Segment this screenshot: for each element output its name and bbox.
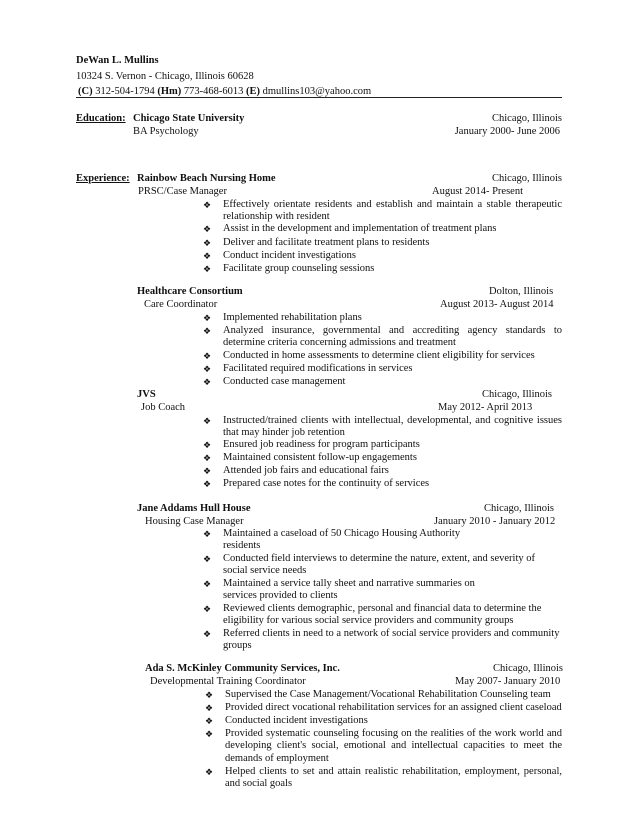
home-label: (Hm) bbox=[157, 86, 182, 97]
experience-label: Experience: bbox=[76, 173, 130, 184]
list-item: ❖ Conduct incident investigations bbox=[203, 250, 356, 261]
diamond-bullet-icon: ❖ bbox=[205, 690, 214, 700]
diamond-bullet-icon: ❖ bbox=[203, 604, 212, 614]
job-dates: August 2014- Present bbox=[432, 186, 523, 197]
job-dates: May 2012- April 2013 bbox=[438, 402, 533, 413]
job-location: Dolton, Illinois bbox=[489, 286, 554, 297]
diamond-bullet-icon: ❖ bbox=[203, 479, 212, 489]
header-divider bbox=[76, 97, 562, 98]
education-dates: January 2000- June 2006 bbox=[454, 126, 560, 137]
diamond-bullet-icon: ❖ bbox=[203, 416, 212, 426]
job-dates: August 2013- August 2014 bbox=[440, 299, 554, 310]
diamond-bullet-icon: ❖ bbox=[203, 629, 212, 639]
job-location: Chicago, Illinois bbox=[492, 173, 562, 184]
job-location: Chicago, Illinois bbox=[484, 503, 554, 514]
diamond-bullet-icon: ❖ bbox=[203, 529, 212, 539]
list-item: ❖ Conducted in home assessments to determine client eligibility for services bbox=[203, 350, 535, 361]
diamond-bullet-icon: ❖ bbox=[203, 364, 212, 374]
job-title: Job Coach bbox=[141, 402, 186, 413]
job-employer: Jane Addams Hull House bbox=[137, 503, 251, 514]
job-dates: May 2007- January 2010 bbox=[455, 676, 561, 687]
list-item: ❖ Ensured job readiness for program participants bbox=[203, 439, 420, 450]
diamond-bullet-icon: ❖ bbox=[203, 200, 212, 210]
applicant-name: DeWan L. Mullins bbox=[76, 55, 159, 66]
list-item: ❖ Supervised the Case Management/Vocational Rehabilitation Counseling team bbox=[205, 689, 551, 700]
list-item: ❖ Effectively orientate residents and establish and maintain a stable therapeutic relationship with resident bbox=[203, 199, 562, 223]
diamond-bullet-icon: ❖ bbox=[203, 264, 212, 274]
list-item: ❖ Conducted field interviews to determine the nature, extent, and severity of social service needs bbox=[203, 553, 535, 577]
job-title: PRSC/Case Manager bbox=[138, 186, 227, 197]
education-location: Chicago, Illinois bbox=[492, 113, 562, 124]
diamond-bullet-icon: ❖ bbox=[203, 579, 212, 589]
list-item: ❖ Facilitated required modifications in services bbox=[203, 363, 413, 374]
education-label: Education: bbox=[76, 113, 126, 124]
diamond-bullet-icon: ❖ bbox=[203, 224, 212, 234]
cell-phone: 312-504-1794 bbox=[95, 86, 155, 97]
diamond-bullet-icon: ❖ bbox=[205, 716, 214, 726]
job-employer: Rainbow Beach Nursing Home bbox=[137, 173, 276, 184]
diamond-bullet-icon: ❖ bbox=[203, 326, 212, 336]
diamond-bullet-icon: ❖ bbox=[203, 377, 212, 387]
list-item: ❖ Maintained a caseload of 50 Chicago Housing Authority residents bbox=[203, 528, 461, 552]
diamond-bullet-icon: ❖ bbox=[203, 440, 212, 450]
diamond-bullet-icon: ❖ bbox=[203, 351, 212, 361]
diamond-bullet-icon: ❖ bbox=[205, 703, 214, 713]
list-item: ❖ Conducted incident investigations bbox=[205, 715, 368, 726]
list-item: ❖ Facilitate group counseling sessions bbox=[203, 263, 375, 274]
list-item: ❖ Referred clients in need to a network of social service providers and community groups bbox=[203, 628, 560, 652]
job-employer: Ada S. McKinley Community Services, Inc. bbox=[145, 663, 340, 674]
diamond-bullet-icon: ❖ bbox=[203, 554, 212, 564]
list-item: ❖ Maintained a service tally sheet and narrative summaries on services provided to clients bbox=[203, 578, 475, 602]
job-location: Chicago, Illinois bbox=[493, 663, 563, 674]
diamond-bullet-icon: ❖ bbox=[205, 767, 214, 777]
education-degree: BA Psychology bbox=[133, 126, 199, 137]
list-item: ❖ Analyzed insurance, governmental and accrediting agency standards to determine criteria concerning admissions and treatment bbox=[203, 325, 562, 349]
list-item: ❖ Assist in the development and implementation of treatment plans bbox=[203, 223, 497, 234]
email-label: (E) bbox=[246, 86, 260, 97]
list-item: ❖ Attended job fairs and educational fairs bbox=[203, 465, 389, 476]
diamond-bullet-icon: ❖ bbox=[203, 238, 212, 248]
list-item: ❖ Conducted case management bbox=[203, 376, 346, 387]
list-item: ❖ Helped clients to set and attain realistic rehabilitation, employment, personal, and social goals bbox=[205, 766, 562, 790]
diamond-bullet-icon: ❖ bbox=[203, 251, 212, 261]
list-item: ❖ Provided systematic counseling focusing on the realities of the work world and developing client's social, emotional and intellectual capacities to meet the demands of employment bbox=[205, 728, 562, 764]
job-employer: Healthcare Consortium bbox=[137, 286, 243, 297]
job-title: Housing Case Manager bbox=[145, 516, 244, 527]
list-item: ❖ Maintained consistent follow-up engagements bbox=[203, 452, 417, 463]
cell-label: (C) bbox=[78, 86, 93, 97]
list-item: ❖ Implemented rehabilitation plans bbox=[203, 312, 362, 323]
job-title: Developmental Training Coordinator bbox=[150, 676, 306, 687]
email-address: dmullins103@yahoo.com bbox=[262, 86, 372, 97]
job-title: Care Coordinator bbox=[144, 299, 218, 310]
diamond-bullet-icon: ❖ bbox=[203, 313, 212, 323]
education-school: Chicago State University bbox=[133, 113, 245, 124]
list-item: ❖ Deliver and facilitate treatment plans to residents bbox=[203, 237, 430, 248]
diamond-bullet-icon: ❖ bbox=[203, 453, 212, 463]
list-item: ❖ Reviewed clients demographic, personal and financial data to determine the eligibility for various social service providers and community groups bbox=[203, 603, 542, 627]
list-item: ❖ Instructed/trained clients with intellectual, developmental, and cognitive issues that may hinder job retention bbox=[203, 415, 562, 439]
diamond-bullet-icon: ❖ bbox=[205, 729, 214, 739]
home-phone: 773-468-6013 bbox=[183, 86, 244, 97]
job-location: Chicago, Illinois bbox=[482, 389, 552, 400]
applicant-address: 10324 S. Vernon - Chicago, Illinois 60628 bbox=[76, 71, 254, 82]
diamond-bullet-icon: ❖ bbox=[203, 466, 212, 476]
job-employer: JVS bbox=[137, 389, 156, 400]
job-dates: January 2010 - January 2012 bbox=[434, 516, 556, 527]
list-item: ❖ Prepared case notes for the continuity of services bbox=[203, 478, 430, 489]
list-item: ❖ Provided direct vocational rehabilitation services for an assigned client caseload bbox=[205, 702, 562, 713]
